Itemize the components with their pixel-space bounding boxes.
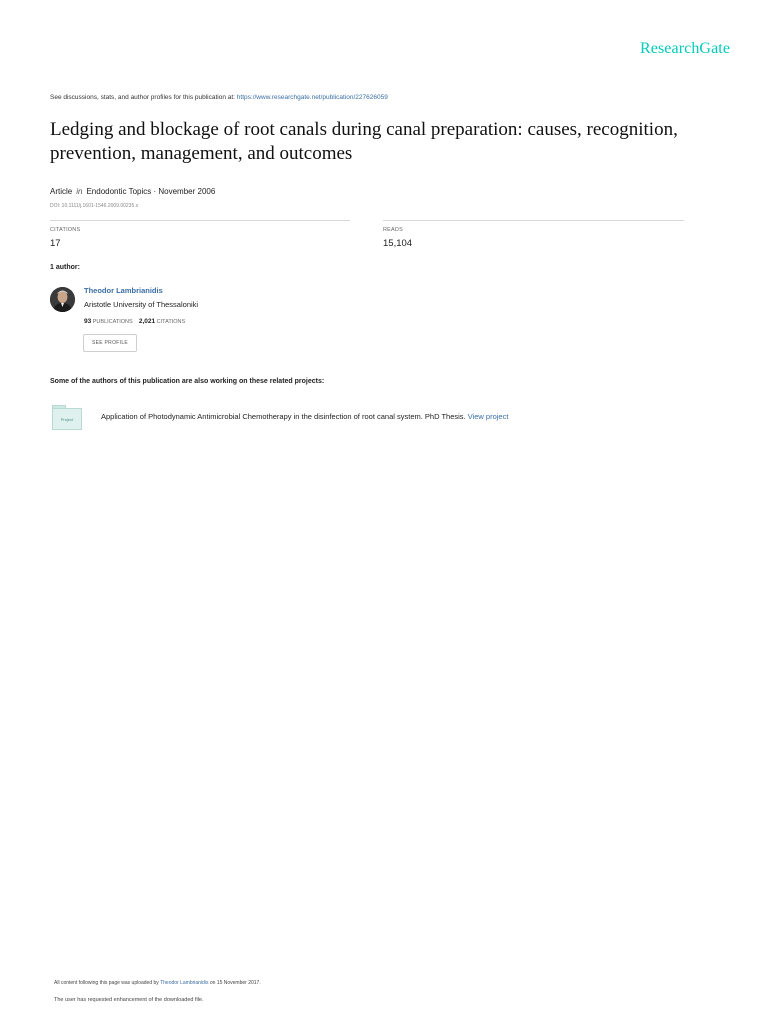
person-icon: [50, 287, 75, 312]
author-avatar[interactable]: [50, 287, 75, 312]
reads-value: 15,104: [383, 238, 413, 249]
footer-note: The user has requested enhancement of the downloaded file.: [54, 997, 204, 1003]
author-name-link[interactable]: Theodor Lambrianidis: [84, 286, 163, 295]
related-projects-heading: Some of the authors of this publication are also working on these related projects:: [50, 378, 325, 385]
publications-count: 93: [84, 318, 92, 325]
author-stats: [84, 318, 185, 325]
project-description: Application of Photodynamic Antimicrobial Chemotherapy in the disinfection of root canal system. PhD Thesis.: [101, 412, 468, 421]
publications-label: PUBLICATIONS: [92, 319, 133, 325]
project-item: [101, 412, 508, 421]
upload-suffix: on 15 November 2017.: [208, 980, 261, 986]
researchgate-logo[interactable]: ResearchGate: [640, 40, 731, 57]
reads-label: READS: [383, 227, 403, 233]
folder-body: [52, 408, 82, 430]
publication-url-link[interactable]: https://www.researchgate.net/publication/227626059: [236, 94, 388, 101]
upload-prefix: All content following this page was uploaded by: [54, 980, 161, 986]
see-profile-button[interactable]: SEE PROFILE: [83, 334, 137, 352]
author-affiliation[interactable]: Aristotle University of Thessaloniki: [84, 300, 199, 309]
authors-heading: 1 author:: [50, 264, 80, 271]
author-citations-label: CITATIONS: [156, 319, 186, 325]
discussion-prefix: See discussions, stats, and author profiles for this publication at:: [50, 94, 237, 101]
journal-date[interactable]: Endodontic Topics · November 2006: [86, 187, 216, 196]
divider-right: [383, 220, 684, 221]
in-word: in: [76, 187, 83, 196]
article-meta: [50, 187, 215, 196]
citations-label: CITATIONS: [50, 227, 81, 233]
article-title: Ledging and blockage of root canals during canal preparation: causes, recognition, prevention, management, and outcomes: [50, 119, 678, 164]
author-citations-count: 2,021: [138, 318, 156, 325]
article-type: Article: [50, 187, 73, 196]
uploader-link[interactable]: Theodor Lambrianidis: [160, 980, 209, 986]
divider-left: [50, 220, 350, 221]
citations-value: 17: [50, 238, 61, 249]
view-project-link[interactable]: View project: [467, 412, 509, 421]
discussion-line: [50, 94, 388, 101]
footer-upload-line: [54, 980, 261, 986]
project-icon-label: Project: [60, 416, 74, 422]
article-doi: DOI: 10.1111/j.1601-1546.2009.00235.x: [50, 203, 139, 209]
project-folder-icon[interactable]: [52, 405, 81, 429]
